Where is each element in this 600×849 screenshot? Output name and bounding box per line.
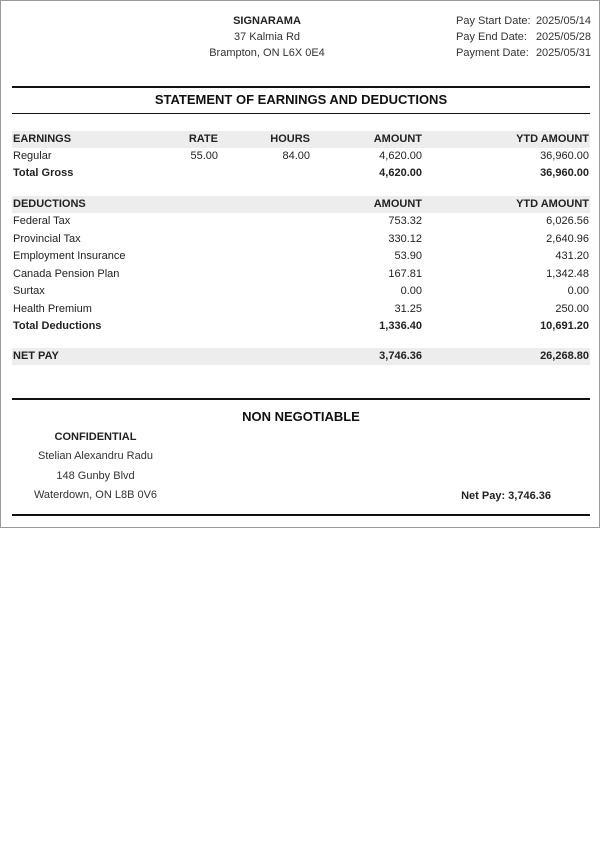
earnings-header-hours: HOURS [270,133,310,145]
statement-title: STATEMENT OF EARNINGS AND DEDUCTIONS [154,92,448,107]
title-divider [12,113,590,114]
earnings-hours: 84.00 [282,150,310,162]
total-deductions-row [12,318,590,335]
company-address-line-2: Brampton, ON L6X 0E4 [209,47,325,59]
deductions-header-ytd: YTD AMOUNT [516,198,589,210]
earnings-rate: 55.00 [190,150,218,162]
deduction-label: Employment Insurance [13,250,126,262]
earnings-header-amount: AMOUNT [373,133,422,145]
confidential-label: CONFIDENTIAL [54,431,137,443]
net-pay-footer: Net Pay: 3,746.36 [461,490,551,502]
deduction-ytd: 6,026.56 [546,215,589,227]
deduction-ytd: 1,342.48 [546,267,589,280]
company-address-line-1: 37 Kalmia Rd [233,31,301,43]
earnings-header-rate: RATE [188,133,218,145]
earnings-row-regular [12,148,590,165]
net-pay-amount: 3,746.36 [379,350,422,362]
deduction-amount: 167.81 [388,267,422,280]
non-negotiable-title: NON NEGOTIABLE [242,409,360,424]
total-gross-label: Total Gross [13,167,74,179]
deduction-label: Federal Tax [13,215,71,227]
deduction-label: Surtax [13,285,45,297]
total-deductions-ytd: 10,691.20 [540,319,589,332]
deductions-header-amount: AMOUNT [373,198,422,210]
deduction-label: Health Premium [13,302,92,315]
deduction-label: Provincial Tax [13,232,81,245]
deduction-ytd: 250.00 [555,302,589,315]
pay-start-date-row [456,13,591,29]
bottom-divider [12,514,590,516]
deductions-header-row [12,196,590,213]
deduction-amount: 53.90 [394,250,422,262]
deduction-amount: 330.12 [388,232,422,245]
deduction-row-health-premium [12,301,590,318]
deduction-amount: 31.25 [394,302,422,315]
deduction-row-canada-pension-plan [12,266,590,283]
deduction-row-provincial-tax [12,231,590,248]
payment-date-value: 2025/05/31 [535,47,591,59]
pay-end-date-row [456,29,591,45]
top-divider [12,86,590,88]
employee-address-line-2: Waterdown, ON L8B 0V6 [33,489,158,501]
payment-date-label: Payment Date: [456,47,529,59]
deduction-row-employment-insurance [12,248,590,265]
cheque-divider [12,398,590,400]
deductions-header-label: DEDUCTIONS [13,198,86,210]
pay-dates [456,13,591,61]
earnings-ytd: 36,960.00 [540,150,589,162]
total-gross-row [12,165,590,182]
deduction-label: Canada Pension Plan [13,267,120,280]
earnings-amount: 4,620.00 [379,150,422,162]
total-deductions-label: Total Deductions [13,319,102,332]
deduction-ytd: 2,640.96 [546,232,589,245]
payment-date-row [456,45,591,61]
deduction-amount: 0.00 [400,285,422,297]
total-gross-ytd: 36,960.00 [540,167,589,179]
net-pay-label: NET PAY [13,350,59,362]
pay-start-date-label: Pay Start Date: [456,15,531,27]
total-deductions-amount: 1,336.40 [379,319,422,332]
earnings-label: Regular [13,150,52,162]
employee-name: Stelian Alexandru Radu [38,450,153,462]
deduction-row-surtax [12,283,590,300]
pay-end-date-value: 2025/05/28 [535,31,591,43]
pay-end-date-label: Pay End Date: [456,31,527,43]
total-gross-amount: 4,620.00 [379,167,422,179]
pay-start-date-value: 2025/05/14 [535,15,591,27]
company-block [167,13,367,61]
earnings-header-label: EARNINGS [13,133,72,145]
deduction-ytd: 431.20 [555,250,589,262]
net-pay-row [12,348,590,365]
confidential-block [25,431,166,443]
earnings-header-row [12,131,590,148]
deduction-ytd: 0.00 [567,285,589,297]
deduction-amount: 753.32 [388,215,422,227]
employee-address-line-1: 148 Gunby Blvd [56,470,135,482]
deduction-row-federal-tax [12,213,590,230]
company-name: SIGNARAMA [233,15,301,27]
net-pay-ytd: 26,268.80 [540,350,589,362]
earnings-header-ytd: YTD AMOUNT [516,133,589,145]
